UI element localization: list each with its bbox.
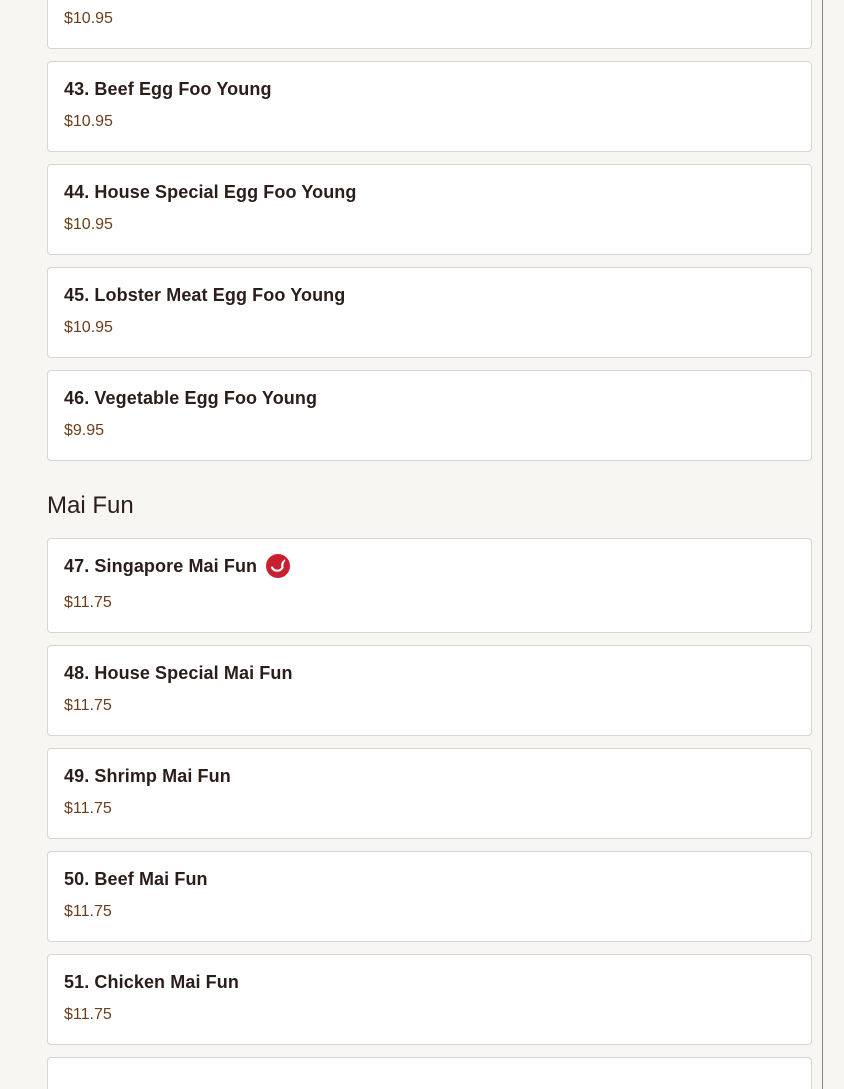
menu-item-card[interactable] — [47, 267, 812, 358]
menu-item-card[interactable] — [47, 61, 812, 152]
menu-item-name: 51. Chicken Mai Fun — [64, 971, 239, 992]
menu-item-card[interactable] — [47, 164, 812, 255]
menu-item-name: 45. Lobster Meat Egg Foo Young — [64, 284, 346, 305]
menu-item-card[interactable] — [47, 748, 812, 839]
menu-item-name: 47. Singapore Mai Fun — [64, 555, 258, 576]
menu-item-card[interactable] — [47, 1057, 812, 1089]
section-title: Mai Fun — [47, 492, 134, 519]
menu-item-price: $10.95 — [64, 319, 113, 336]
menu-item-price: $10.95 — [64, 113, 113, 130]
menu-item-name: 43. Beef Egg Foo Young — [64, 78, 272, 99]
scroll-divider — [822, 0, 823, 1089]
menu-item-name: 46. Vegetable Egg Foo Young — [64, 387, 318, 408]
menu-item-card[interactable] — [47, 0, 812, 49]
spicy-pepper-icon — [266, 554, 290, 578]
menu-item-card[interactable] — [47, 954, 812, 1045]
menu-item-card[interactable] — [47, 645, 812, 736]
menu-item-card[interactable] — [47, 538, 812, 633]
menu-item-price: $10.95 — [64, 10, 113, 27]
menu-item-card[interactable] — [47, 370, 812, 461]
menu-item-name: 48. House Special Mai Fun — [64, 662, 293, 683]
menu-content — [47, 0, 812, 1089]
menu-item-price: $11.75 — [64, 594, 112, 611]
menu-item-price: $11.75 — [64, 903, 112, 920]
menu-item-price: $11.75 — [64, 800, 112, 817]
menu-item-name: 44. House Special Egg Foo Young — [64, 181, 357, 202]
menu-item-card[interactable] — [47, 851, 812, 942]
menu-item-name: 49. Shrimp Mai Fun — [64, 765, 231, 786]
menu-item-price: $10.95 — [64, 216, 113, 233]
menu-item-price: $11.75 — [64, 697, 112, 714]
menu-item-price: $11.75 — [64, 1006, 112, 1023]
menu-item-price: $9.95 — [64, 422, 105, 439]
menu-item-name: 50. Beef Mai Fun — [64, 868, 208, 889]
